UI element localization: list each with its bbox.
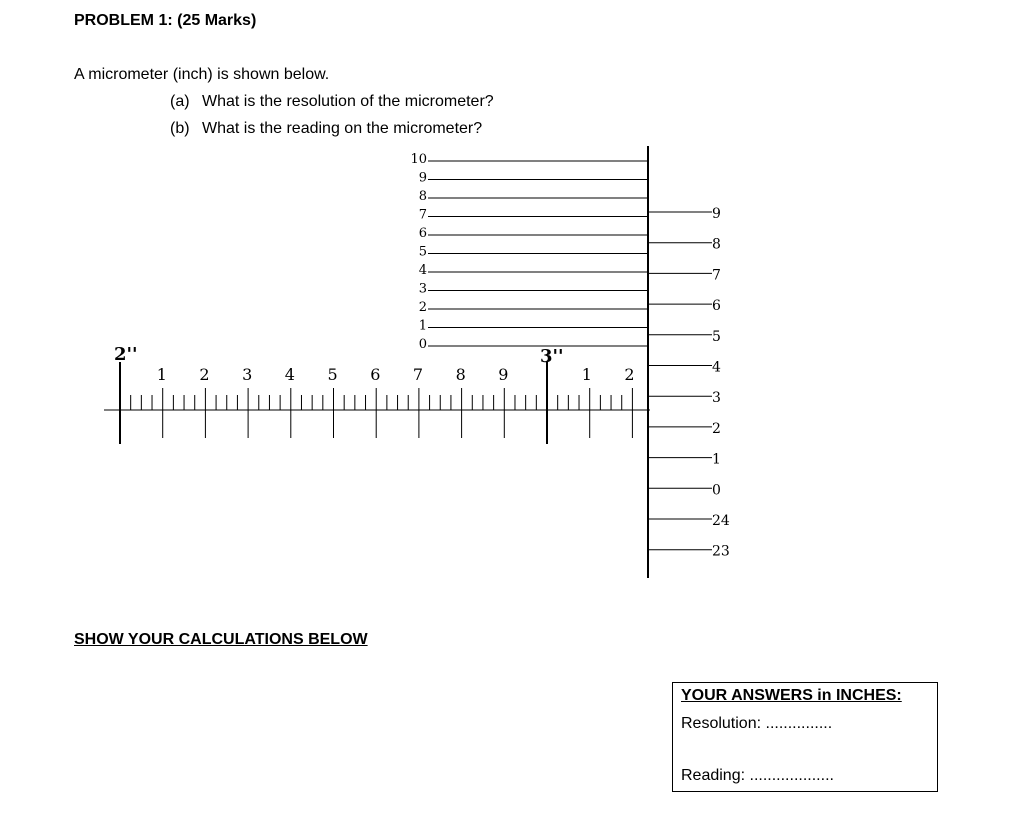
barrel-number: 9	[498, 365, 509, 384]
vernier-label: 7	[418, 207, 427, 223]
vernier-label: 3	[418, 281, 427, 297]
inch-label-3: 3''	[540, 346, 564, 367]
question-a-label: (a)	[170, 93, 190, 110]
barrel-number: 1	[581, 365, 592, 384]
barrel-number: 5	[327, 365, 338, 384]
question-b	[170, 120, 482, 138]
vernier-label: 2	[418, 300, 427, 315]
thimble-label: 3	[712, 390, 721, 407]
vernier-label: 5	[418, 244, 427, 260]
barrel-number: 7	[412, 365, 424, 384]
question-b-label: (b)	[170, 120, 190, 137]
thimble-label: 8	[712, 236, 721, 253]
question-b-text: What is the reading on the micrometer?	[202, 120, 483, 137]
thimble-label: 24	[712, 513, 730, 529]
thimble-label: 4	[712, 359, 721, 376]
resolution-answer[interactable]: Resolution: ...............	[681, 715, 833, 732]
thimble-label: 7	[712, 267, 721, 284]
barrel-number: 3	[242, 365, 253, 384]
barrel-number: 6	[370, 365, 381, 384]
barrel-number: 8	[455, 365, 466, 384]
question-a	[170, 93, 494, 111]
vernier-label: 1	[418, 318, 427, 334]
thimble-label: 23	[712, 543, 730, 560]
barrel-number: 2	[199, 365, 210, 384]
micrometer-diagram	[0, 140, 1024, 590]
answers-box	[672, 682, 938, 792]
answers-title: YOUR ANSWERS in INCHES:	[681, 687, 902, 704]
problem-intro: A micrometer (inch) is shown below.	[74, 66, 330, 83]
thimble-label: 6	[712, 298, 721, 315]
vernier-label: 10	[410, 152, 427, 167]
vernier-label: 4	[418, 263, 427, 278]
reading-answer[interactable]: Reading: ...................	[681, 767, 834, 784]
barrel-number: 4	[284, 365, 295, 384]
barrel-number: 2	[624, 365, 635, 384]
inch-label-2: 2''	[114, 344, 138, 365]
thimble-label: 1	[712, 451, 721, 468]
thimble-label: 2	[712, 420, 721, 437]
vernier-label: 6	[418, 226, 427, 241]
barrel-number: 1	[156, 365, 167, 384]
question-a-text: What is the resolution of the micrometer?	[202, 93, 494, 110]
vernier-label: 8	[418, 189, 427, 204]
vernier-label: 0	[418, 337, 427, 352]
calculations-heading: SHOW YOUR CALCULATIONS BELOW	[74, 631, 368, 648]
thimble-label: 5	[712, 328, 721, 345]
vernier-label: 9	[418, 170, 427, 186]
thimble-label: 9	[712, 206, 721, 222]
thimble-label: 0	[712, 482, 721, 499]
problem-title: PROBLEM 1: (25 Marks)	[74, 12, 257, 29]
